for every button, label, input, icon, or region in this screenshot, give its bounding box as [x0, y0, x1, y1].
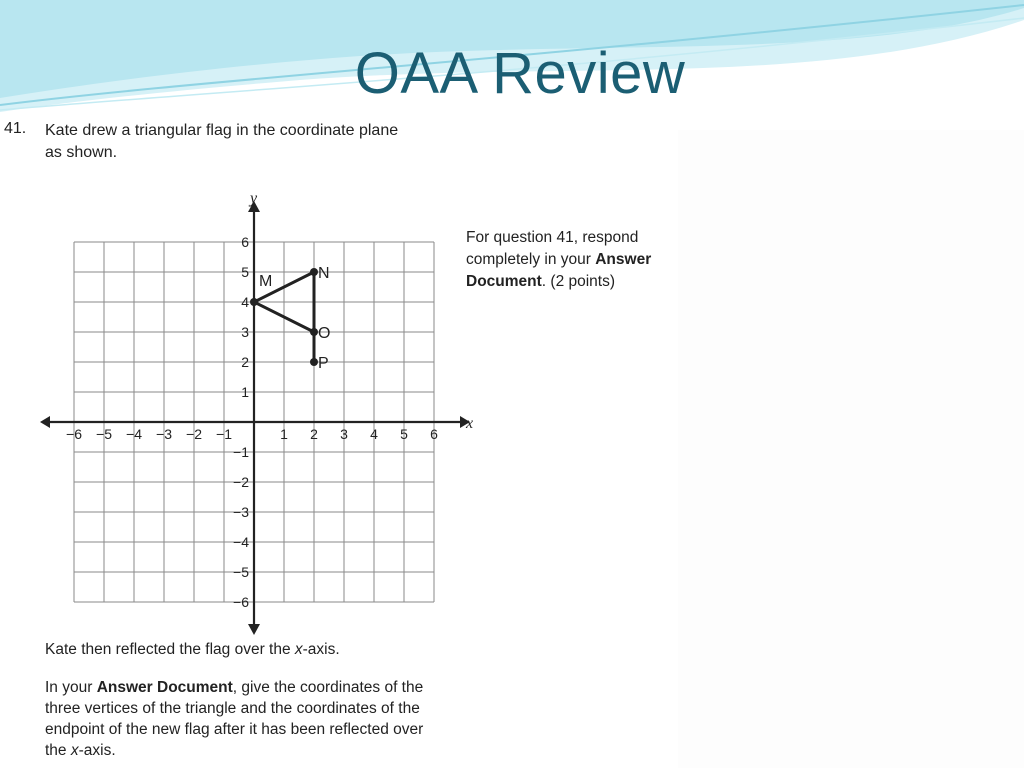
y-tick-label: −1 — [233, 444, 249, 460]
y-tick-label: 2 — [241, 354, 249, 370]
x-tick-label: −6 — [66, 426, 82, 442]
point-label-M: M — [259, 273, 273, 290]
point-label-O: O — [318, 325, 331, 342]
x-tick-label: 4 — [370, 426, 378, 442]
x-axis-label: x — [466, 415, 474, 432]
y-axis-arrow-down — [248, 624, 260, 635]
y-tick-label: −4 — [233, 534, 249, 550]
y-tick-label: 3 — [241, 324, 249, 340]
x-tick-label: 1 — [280, 426, 288, 442]
response-note-bold: Answer Document — [466, 251, 652, 290]
reflection-prefix: Kate then reflected the flag over the — [45, 641, 295, 658]
x-tick-label: −5 — [96, 426, 112, 442]
instr-suffix: -axis. — [78, 742, 116, 759]
question-number: 41. — [4, 120, 27, 137]
x-tick-label: 3 — [340, 426, 348, 442]
x-tick-label: −1 — [216, 426, 232, 442]
point-label-P: P — [318, 355, 329, 372]
x-axis-arrow-left — [40, 416, 50, 428]
y-tick-label: −2 — [233, 474, 249, 490]
y-tick-label: 1 — [241, 384, 249, 400]
instr-bold: Answer Document — [96, 679, 233, 696]
y-tick-label: 4 — [241, 294, 249, 310]
response-note-suffix: . (2 points) — [541, 273, 616, 290]
instr-mid: , give the coordinates of the three vertices of the triangle and the coordinates of the endpoint of the new flag after it has been reflected over the — [45, 679, 424, 759]
slide-title: OAA Review — [354, 41, 686, 106]
x-tick-label: −2 — [186, 426, 202, 442]
response-note-prefix: For question 41, respond completely in your — [466, 229, 639, 268]
question-prompt: Kate drew a triangular flag in the coordinate plane as shown. — [45, 122, 399, 161]
point-N — [310, 268, 318, 276]
x-tick-label: −4 — [126, 426, 142, 442]
y-axis-label: y — [250, 190, 258, 207]
x-tick-label: −3 — [156, 426, 172, 442]
x-tick-label: 5 — [400, 426, 408, 442]
instr-axis: x — [70, 742, 79, 759]
reflection-suffix: -axis. — [302, 641, 340, 658]
answer-instructions — [45, 677, 445, 761]
point-P — [310, 358, 318, 366]
reflection-axis: x — [294, 641, 303, 658]
point-label-N: N — [318, 265, 330, 282]
y-tick-label: −3 — [233, 504, 249, 520]
y-tick-label: 6 — [241, 234, 249, 250]
y-tick-label: −6 — [233, 594, 249, 610]
instr-prefix: In your — [45, 679, 97, 696]
reflection-statement — [45, 641, 445, 659]
x-tick-label: 2 — [310, 426, 318, 442]
point-M — [250, 298, 258, 306]
y-tick-label: −5 — [233, 564, 249, 580]
point-O — [310, 328, 318, 336]
y-tick-label: 5 — [241, 264, 249, 280]
x-tick-label: 6 — [430, 426, 438, 442]
